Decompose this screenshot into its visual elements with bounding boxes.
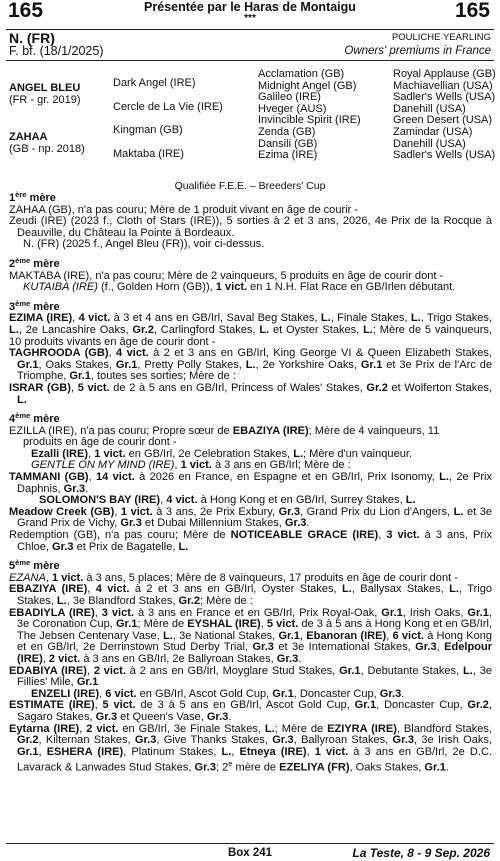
page-footer — [0, 841, 500, 861]
gen3-ancestor: Midnight Angel (GB) — [258, 79, 357, 92]
horse-identity — [9, 31, 491, 59]
pedigree-table — [9, 69, 499, 169]
gen3-ancestor: Hveger (AUS) — [258, 102, 327, 115]
stars-rating: *** — [244, 13, 256, 24]
fourth-dam-produce: Redemption (GB), n'a pas couru; Mère de NOTICEABLE GRACE (IRE), 3 vict. à 3 ans, Prix Chloe, Gr.3 et Prix de Bagatelle, L. — [9, 529, 492, 553]
divider-pedigree — [6, 60, 494, 61]
divider-bottom — [6, 843, 494, 844]
lot-number-right: 165 — [454, 0, 490, 22]
gen3-ancestor: Galileo (IRE) — [258, 91, 321, 104]
fifth-dam-produce: ESTIMATE (IRE), 5 vict. de 3 à 5 ans en GB/Irl, Ascot Gold Cup, Gr.1, Doncaster Cup, Gr.2, Sagaro Stakes, Gr.3 et Queen's Vase, Gr.3. — [9, 699, 492, 723]
granddam-maternal: Maktaba (IRE) — [113, 148, 184, 160]
horse-name: N. (FR) — [9, 30, 55, 46]
qualification-note: Qualifiée F.E.E. – Breeders' Cup — [174, 180, 326, 192]
gen4-ancestor: Sadler's Wells (USA) — [393, 91, 496, 104]
first-dam-line: N. (FR) (2025 f., Angel Bleu (FR)), voir ci-dessus. — [23, 238, 265, 251]
first-dam-line: Zeudi (IRE) (2023 f., Cloth of Stars (IRE)), 5 sorties à 2 et 3 ans, 2026, 4e Prix de la Rocque à Deauville, du Château la Pointe à Bordeaux. — [9, 215, 492, 239]
first-dam-line: ZAHAA (GB), n'a pas couru; Mère de 1 produit vivant en âge de courir - — [9, 203, 359, 216]
second-dam-heading: 2ème mère — [9, 255, 60, 270]
fourth-dam-line: produits en âge de courir dont - — [23, 436, 177, 449]
dam-name: ZAHAA — [9, 131, 48, 143]
dam-origin: (GB - np. 2018) — [9, 143, 85, 155]
third-dam-produce: TAGHROODA (GB), 4 vict. à 2 et 3 ans en GB/Irl, King George VI & Queen Elizabeth Stakes, Gr.1, Oaks Stakes, Gr.1, Pretty Polly Stakes, L., 2e Yorkshire Oaks, Gr.1 et 3e Prix de l'Arc de Triomphe, Gr.1, toutes ses sorties; Mère de : — [9, 347, 492, 383]
consignor-header — [0, 1, 500, 23]
sire-origin: (FR - gr. 2019) — [9, 94, 81, 106]
granddam-paternal: Cercle de La Vie (IRE) — [113, 101, 223, 113]
grandsire-maternal: Kingman (GB) — [113, 124, 183, 136]
gen4-ancestor: Zamindar (USA) — [393, 126, 473, 138]
lot-number-left: 165 — [8, 0, 44, 22]
third-dam-produce: ISRAR (GB), 5 vict. de 2 à 5 ans en GB/Irl, Princess of Wales' Stakes, Gr.2 et Wolferton Stakes, L. — [9, 381, 492, 406]
first-dam-heading: 1ère mère — [9, 190, 56, 204]
second-dam-line: KUTAIBA (IRE) (f., Golden Horn (GB)), 1 vict. en 1 N.H. Flat Race en GB/Irlen débutant. — [23, 281, 456, 294]
gen4-ancestor: Danehill (USA) — [393, 102, 466, 115]
fourth-dam-produce: SOLOMON'S BAY (IRE), 4 vict. à Hong Kong et en GB/Irl, Surrey Stakes, L. — [39, 494, 416, 507]
gen4-ancestor: Royal Applause (GB) — [393, 68, 496, 80]
owners-premiums: Owners' premiums in France — [344, 45, 491, 57]
gen3-ancestor: Ezima (IRE) — [258, 149, 318, 162]
gen3-ancestor: Zenda (GB) — [258, 126, 316, 138]
fourth-dam-heading: 4ème mère — [9, 411, 60, 426]
third-dam-heading: 3ème mère — [9, 298, 60, 313]
fifth-dam-heading: 5ème mère — [9, 558, 60, 573]
horse-category: POULICHE YEARLING — [391, 32, 491, 43]
fourth-dam-produce: TAMMANI (GB), 14 vict. à 2026 en France, en Espagne et en GB/Irl, Prix Isonomy, L., 2e Prix Daphnis, Gr.3. — [9, 471, 492, 495]
divider-top — [6, 29, 494, 30]
fifth-dam-produce: EBAZIYA (IRE), 4 vict. à 2 et 3 ans en GB/Irl, Oyster Stakes, L., Ballysax Stakes, L., Trigo Stakes, L., 3e Blandford Stakes, Gr.2; Mère de : — [9, 583, 492, 607]
gen4-ancestor: Machiavellian (USA) — [393, 79, 493, 92]
fourth-dam-produce: Meadow Creek (GB), 1 vict. à 3 ans, 2e Prix Exbury, Gr.3, Grand Prix du Lion d'Angers, L. et 3e Grand Prix de Vichy, Gr.3 et Dubai Millennium Stakes, Gr.3. — [9, 505, 492, 530]
fourth-dam-paragraph: EZILLA (IRE), n'a pas couru; Propre sœur de EBAZIYA (IRE); Mère de 4 vainqueurs, 11 — [9, 424, 440, 437]
fifth-dam-produce: EDABIYA (IRE), 2 vict. à 2 ans en GB/Irl, Moyglare Stud Stakes, Gr.1, Debutante Stakes, L., 3e Fillies' Mile, Gr.1 — [9, 664, 493, 689]
sire-name: ANGEL BLEU — [9, 82, 81, 94]
consignor-name: Présentée par le Haras de Montaigu — [144, 0, 356, 14]
fifth-dam-produce: ENZELI (IRE), 6 vict. en GB/Irl, Ascot Gold Cup, Gr.1, Doncaster Cup, Gr.3. — [31, 687, 405, 700]
gen3-ancestor: Dansili (GB) — [258, 137, 318, 150]
sale-place-date: La Teste, 8 - 9 Sep. 2026 — [352, 846, 490, 860]
gen4-ancestor: Green Desert (USA) — [393, 114, 493, 127]
fifth-dam-produce: EBADIYLA (IRE), 3 vict. à 3 ans en France et en GB/Irl, Prix Royal-Oak, Gr.1, Irish Oaks, Gr.1, 3e Coronation Cup, Gr.1; Mère de EYSHAL (IRE), 5 vict. de 3 à 5 ans à Hong Kong et en GB/Irl, The Jebsen Centenary Vase, L., 3e National Stakes, Gr.1, Ebanoran (IRE), 6 vict. à Hong Kong et en GB/Irl, 2e Derrinstown Stud Derby Trial, Gr.3 et 3e International Stakes, Gr.3, Edelpour (IRE), 2 vict. à 3 ans en GB/Irl, 2e Ballyroan Stakes, Gr.3. — [9, 606, 493, 665]
fourth-dam-produce: GENTLE ON MY MIND (IRE), 1 vict. à 3 ans en GB/Irl; Mère de : — [31, 459, 351, 472]
fifth-dam-paragraph: EZANA, 1 vict. à 3 ans, 5 places; Mère de 8 vainqueurs, 17 produits en âge de courir dont - — [9, 571, 458, 584]
catalogue-body — [9, 190, 493, 775]
grandsire-paternal: Dark Angel (IRE) — [113, 77, 196, 89]
fourth-dam-produce: Ezalli (IRE), 1 vict. en GB/Irl, 2e Celebration Stakes, L.; Mère d'un vainqueur. — [31, 447, 412, 460]
gen3-ancestor: Acclamation (GB) — [258, 68, 345, 80]
second-dam-line: MAKTABA (IRE), n'a pas couru; Mère de 2 vainqueurs, 5 produits en âge de courir dont - — [9, 269, 444, 282]
box-number: Box 241 — [227, 847, 273, 859]
gen3-ancestor: Invincible Spirit (IRE) — [258, 114, 361, 127]
fifth-dam-produce: Eytarna (IRE), 2 vict. en GB/Irl, 3e Finale Stakes, L.; Mère de EZIYRA (IRE), Blandford Stakes, Gr.2, Kilternan Stakes, Gr.3, Give Thanks Stakes, Gr.3, Ballyroan Stakes, Gr.3, 3e Irish Oaks, Gr.1, ESHERA (IRE), Platinum Stakes, L., Etneya (IRE), 1 vict. à 3 ans en GB/Irl, 2e D.C. Lavarack & Lanwades Stud Stakes, Gr.3; 2e mère de EZELIYA (FR), Oaks Stakes, Gr.1. — [9, 722, 493, 774]
gen4-ancestor: Sadler's Wells (USA) — [393, 149, 496, 162]
horse-sex-birth: F. bf. (18/1/2025) — [9, 44, 104, 58]
gen4-ancestor: Danehill (USA) — [393, 137, 466, 150]
third-dam-paragraph: EZIMA (IRE), 4 vict. à 3 et 4 ans en GB/Irl, Saval Beg Stakes, L., Finale Stakes, L., Trigo Stakes, L., 2e Lancashire Oaks, Gr.2, Carlingford Stakes, L. et Oyster Stakes, L.; Mère de 5 vainqueurs, 10 produits vivants en âge de courir dont - — [9, 312, 493, 348]
